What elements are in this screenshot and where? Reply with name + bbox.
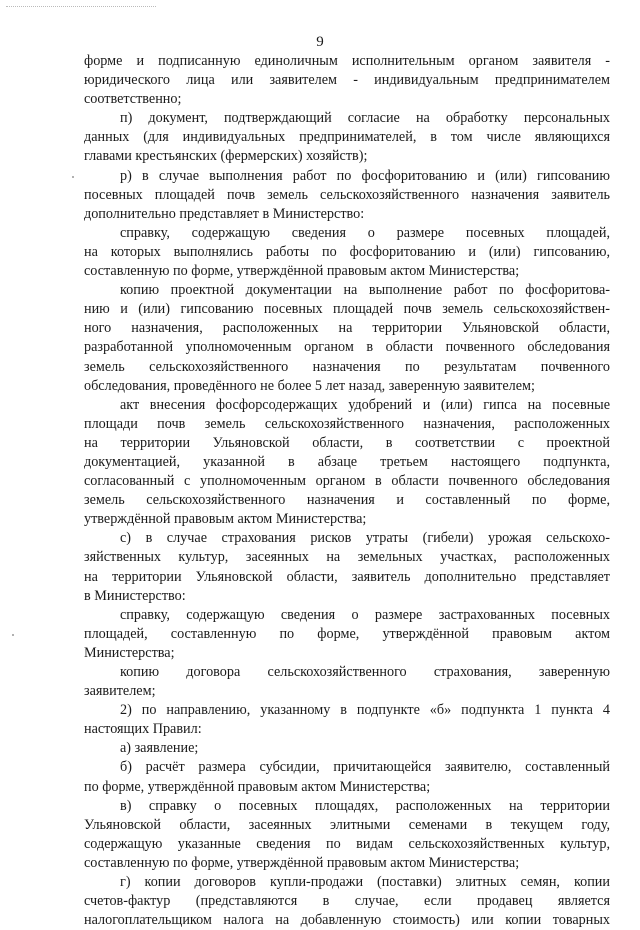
text-line: справку, содержащую сведения о размере посевных площадей, [120,224,610,241]
text-line: счетов-фактур (представляются в случае, если продавец является [84,893,610,910]
text-line: форме и подписанную единоличным исполнительным органом заявителя - [84,53,610,69]
text-line: составленную по форме, утверждённой правовым актом Министерства; [84,263,520,280]
text-line: нию и (или) гипсованию посевных площадей почв земель сельскохозяйствен- [84,301,610,318]
text-line: акт внесения фосфорсодержащих удобрений и (или) гипса на посевные [120,396,610,413]
text-line: документацией, указанной в абзаце третьем настоящего подпункта, [84,453,610,470]
text-line: площадей, составленную по форме, утверждённой правовым актом [84,625,610,642]
text-line: в) справку о посевных площадях, расположенных на территории [120,797,610,814]
scan-artifact-top [6,6,156,9]
text-line: на территории Ульяновской области, в соответствии с проектной [84,434,610,451]
text-line: главами крестьянских (фермерских) хозяйств); [84,148,368,165]
text-line: разработанной уполномоченным органом в области почвенного обследования [84,339,610,356]
text-line: утверждённой правовым актом Министерства; [84,511,367,528]
text-line: площади почв земель сельскохозяйственного назначения, расположенных [84,415,610,432]
text-line: Министерства; [84,644,175,661]
text-line: на территории Ульяновской области, заявитель дополнительно представляет [84,568,610,585]
text-line: г) копии договоров купли-продажи (поставки) элитных семян, копии [120,874,610,891]
page-number: 9 [316,34,324,50]
text-line: с) в случае страхования рисков утраты (гибели) урожая сельскохо- [120,530,610,547]
scan-speck [12,634,14,636]
text-line: 2) по направлению, указанному в подпункте «б» подпункта 1 пункта 4 [120,702,610,719]
text-line: на которых выполнялись работы по фосфоритованию и (или) гипсованию, [84,243,610,260]
text-line: Ульяновской области, засеянных элитными семенами в текущем году, [84,816,610,833]
text-line: по форме, утверждённой правовым актом Министерства; [84,778,431,795]
text-line: юридического лица или заявителем - индивидуальным предпринимателем [84,72,610,89]
text-line: содержащую указанные сведения по видам сельскохозяйственных культур, [84,835,610,852]
document-body [84,52,610,930]
text-line: а) заявление; [120,740,199,757]
text-line: справку, содержащую сведения о размере застрахованных посевных [120,606,610,623]
scan-speck [72,176,74,178]
text-line: р) в случае выполнения работ по фосфоритованию и (или) гипсованию [120,167,610,184]
text-line: налогоплательщиком налога на добавленную стоимость) или копии товарных [84,912,610,929]
text-line: зяйственных культур, засеянных на земельных участках, расположенных [84,549,610,566]
text-line: земель сельскохозяйственного назначения и составленный по форме, [84,492,610,509]
text-line: соответственно; [84,91,182,108]
text-line: п) документ, подтверждающий согласие на обработку персональных [120,110,610,127]
text-line: копию проектной документации на выполнение работ по фосфоритова- [120,282,610,299]
text-line: земель сельскохозяйственного назначения по результатам почвенного [84,358,610,375]
text-line: составленную по форме, утверждённой правовым актом Министерства; [84,854,520,871]
text-line: обследования, проведённого не более 5 лет назад, заверенную заявителем; [84,377,535,394]
text-line: согласованный с уполномоченным органом в области почвенного обследования [84,473,610,490]
text-line: дополнительно представляет в Министерство: [84,205,365,222]
text-line: настоящих Правил: [84,721,202,738]
text-line: копию договора сельскохозяйственного страхования, заверенную [120,664,610,680]
text-line: посевных площадей почв земель сельскохозяйственного назначения заявитель [84,186,610,203]
text-line: б) расчёт размера субсидии, причитающейся заявителю, составленный [120,759,610,776]
text-line: в Министерство: [84,587,186,604]
text-line: данных (для индивидуальных предпринимателей, в том числе являющихся [84,129,610,146]
text-line: ного назначения, расположенных на территории Ульяновской области, [84,320,610,337]
text-line: заявителем; [84,683,156,700]
